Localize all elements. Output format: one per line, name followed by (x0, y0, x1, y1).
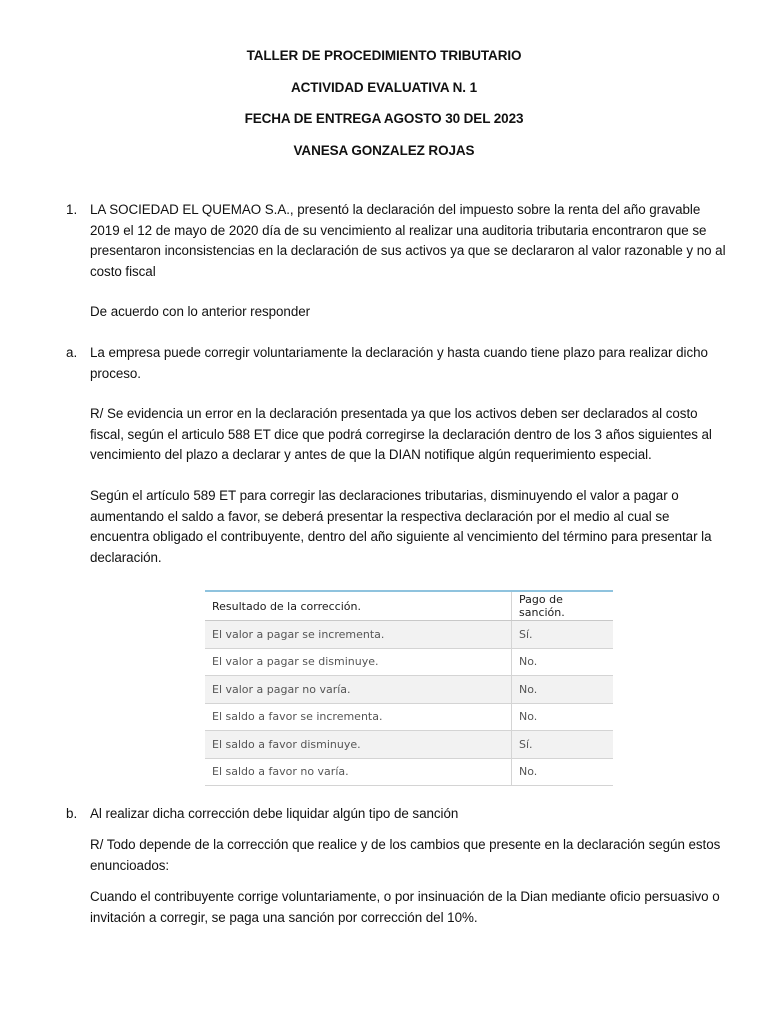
due-date: FECHA DE ENTREGA AGOSTO 30 DEL 2023 (244, 111, 524, 126)
student-name: VANESA GONZALEZ ROJAS (293, 142, 475, 158)
part-a-answer-2: Según el artículo 589 ET para corregir las declaraciones tributarias, disminuyendo el valor a pagar o aumentando el saldo a favor, se deberá presentar la respectiva declaración por el medio al cual se encuentra obligado el contribuyente, dentro del año siguiente al vencimiento del término para presentar la declaración. (90, 488, 712, 565)
table-cell-sanction: No. (512, 648, 614, 676)
table-cell-result: El saldo a favor no varía. (205, 758, 512, 786)
table-row (205, 758, 613, 786)
question-1-number: 1. (66, 202, 78, 217)
part-a-letter: a. (66, 345, 78, 360)
table-cell-sanction: No. (512, 676, 614, 704)
part-a-question: La empresa puede corregir voluntariamente la declaración y hasta cuando tiene plazo para realizar dicho proceso. (90, 345, 708, 381)
table-row (205, 648, 613, 676)
part-b-question: Al realizar dicha corrección debe liquidar algún tipo de sanción (90, 806, 459, 821)
question-1-text: LA SOCIEDAD EL QUEMAO S.A., presentó la declaración del impuesto sobre la renta del año gravable 2019 el 12 de mayo de 2020 día de su vencimiento al realizar una auditoria tributaria encontraron que se presentaron inconsistencias en la declaración de sus activos ya que se declararon al valor razonable y no al costo fiscal (90, 202, 726, 279)
table-cell-result: El saldo a favor se incrementa. (205, 703, 512, 731)
part-b-answer-1: R/ Todo depende de la corrección que realice y de los cambios que presente en la declaración según estos enuncioados: (90, 837, 721, 873)
part-a-answer-1: R/ Se evidencia un error en la declaración presentada ya que los activos deben ser declarados al costo fiscal, según el articulo 588 ET dice que podrá corregirse la declaración dentro de los 3 años siguientes al vencimiento del plazo a declarar y antes de que la DIAN notifique algún requerimiento especial. (90, 406, 712, 462)
part-b-answer-2: Cuando el contribuyente corrige voluntariamente, o por insinuación de la Dian mediante oficio persuasivo o invitación a corregir, se paga una sanción por corrección del 10%. (90, 889, 720, 925)
table-cell-sanction: No. (512, 758, 614, 786)
table-row (205, 676, 613, 704)
question-1-instruction: De acuerdo con lo anterior responder (90, 304, 311, 319)
table-cell-sanction: Sí. (512, 621, 614, 649)
header-result: Resultado de la corrección. (205, 591, 512, 621)
table-cell-result: El valor a pagar se disminuye. (205, 648, 512, 676)
table-row (205, 703, 613, 731)
activity-title: ACTIVIDAD EVALUATIVA N. 1 (290, 79, 477, 95)
table-row (205, 731, 613, 759)
table-cell-result: El valor a pagar no varía. (205, 676, 512, 704)
table-cell-sanction: No. (512, 703, 614, 731)
table (205, 590, 613, 786)
table-cell-result: El saldo a favor disminuye. (205, 731, 512, 759)
table-cell-sanction: Sí. (512, 731, 614, 759)
table-cell-result: El valor a pagar se incrementa. (205, 621, 512, 649)
part-b-letter: b. (66, 806, 78, 821)
document-header (0, 46, 768, 172)
correction-sanction-table (205, 590, 613, 786)
header-sanction: Pago de sanción. (512, 591, 614, 621)
table-header-row (205, 591, 613, 621)
table-row (205, 621, 613, 649)
course-title: TALLER DE PROCEDIMIENTO TRIBUTARIO (246, 48, 522, 63)
